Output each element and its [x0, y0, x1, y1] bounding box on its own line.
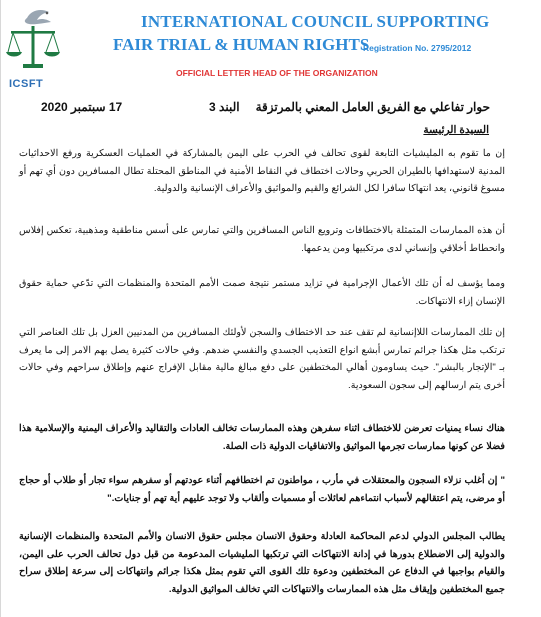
paragraph-7: يطالب المجلس الدولي لدعم المحاكمة العادلة وحقوق الانسان مجلس حقوق الانسان والأمم المتحدة والمنظمات الإنسانية والدولية إلى الاضطلاع بدورها في إدانة الانتهاكات التي ترتكبها المليشيات المدعومة من قبل دول تحالف الحرب على اليمن، والقيام بواجبها في الدفاع عن المختطفين ودعوة تلك القوى التي تقوم بمثل هكذا جرائم وانتهاكات إلى سرعة إطلاق سراح جميع المختطفين وإيقاف مثل هذه الممارسات والانتهاكات التي تخالف المواثيق الدولية.	[19, 531, 505, 595]
official-letterhead-caption: OFFICIAL LETTER HEAD OF THE ORGANIZATION	[176, 68, 378, 78]
agenda-item: البند 3	[209, 100, 240, 114]
document-title: حوار تفاعلي مع الفريق العامل المعني بالمرتزقة	[255, 100, 490, 114]
salutation: السيدة الرئيسة	[423, 124, 489, 136]
paragraph-3: ومما يؤسف له أن تلك الأعمال الإجرامية في تزايد مستمر نتيجة صمت الأمم المتحدة والمنظمات التي تدّعي حماية حقوق الإنسان إزاء الانتهاكات.	[19, 278, 505, 307]
document-date: 17 سبتمبر 2020	[41, 100, 123, 114]
organization-name-line1: INTERNATIONAL COUNCIL SUPPORTING	[141, 12, 490, 31]
paragraph-2: أن هذه الممارسات المتمثلة بالاختطافات وترويع الناس المسافرين والتي تمارس على أسس مناطقية ومذهبية، تعكس إفلاس وانحطاط أخلاقي وإنساني لدى مرتكبيها ومن يدعمها.	[19, 225, 505, 254]
paragraph-4: إن تلك الممارسات اللاإنسانية لم تقف عند حد الاختطاف والسجن لأولئك المسافرين من المدنيين العزل بل تلك العناصر التي ترتكب مثل هكذا جرائم تمارس أبشع انواع التعذيب الجسدي والنفسي ضدهم. وفي حالات كثيرة يصل بهم الامر إلى ما يعرف بـ "الإتجار بالبشر". حيث يساومون أهالي المختطفين على دفع مبالغ مالية مقابل الإفراج عنهم وإطلاق سراحهم وفي حالات أخرى يتم ارسالهم إلى سجون السعودية.	[19, 327, 505, 391]
organization-name-line2: FAIR TRIAL & HUMAN RIGHTS	[113, 35, 370, 54]
paragraph-6-quote: " إن أغلب نزلاء السجون والمعتقلات في مأرب ، مواطنون تم اختطافهم أثناء عودتهم أو سفرهم سواء تجار أو طلاب أو حجاج أو مرضى، يتم اعتقالهم لأسباب انتماءهم لعائلات أو مسميات وألقاب ولا توجد عليهم أية تهم أو جنايات."	[19, 475, 505, 504]
document-title-row	[1, 100, 541, 120]
paragraph-1: إن ما تقوم به المليشيات التابعة لقوى تحالف في الحرب على اليمن بالمشاركة في العمليات العسكرية ورفع الاحداثيات المدنية لاستهدافها بالطيران الحربي وحالات اختطاف في النقاط الأمنية في المناطق المحتلة تطال المسافرين دون أي تهم أو مسوغ قانوني، يعد انتهاكا سافرا لكل الشرائع والقيم والمواثيق والأعراف الإنسانية والدولية.	[19, 148, 505, 195]
registration-number: Registration No. 2795/2012	[363, 43, 472, 53]
paragraph-5: هناك نساء يمنيات تعرضن للاختطاف اثناء سفرهن وهذه الممارسات تخالف العادات والتقاليد والأعراف اليمنية والإسلامية هذا فضلا عن كونها ممارسات تجرمها المواثيق والاتفاقيات الدولية ذات الصلة.	[19, 423, 505, 452]
logo-acronym: ICSFT	[9, 78, 44, 90]
